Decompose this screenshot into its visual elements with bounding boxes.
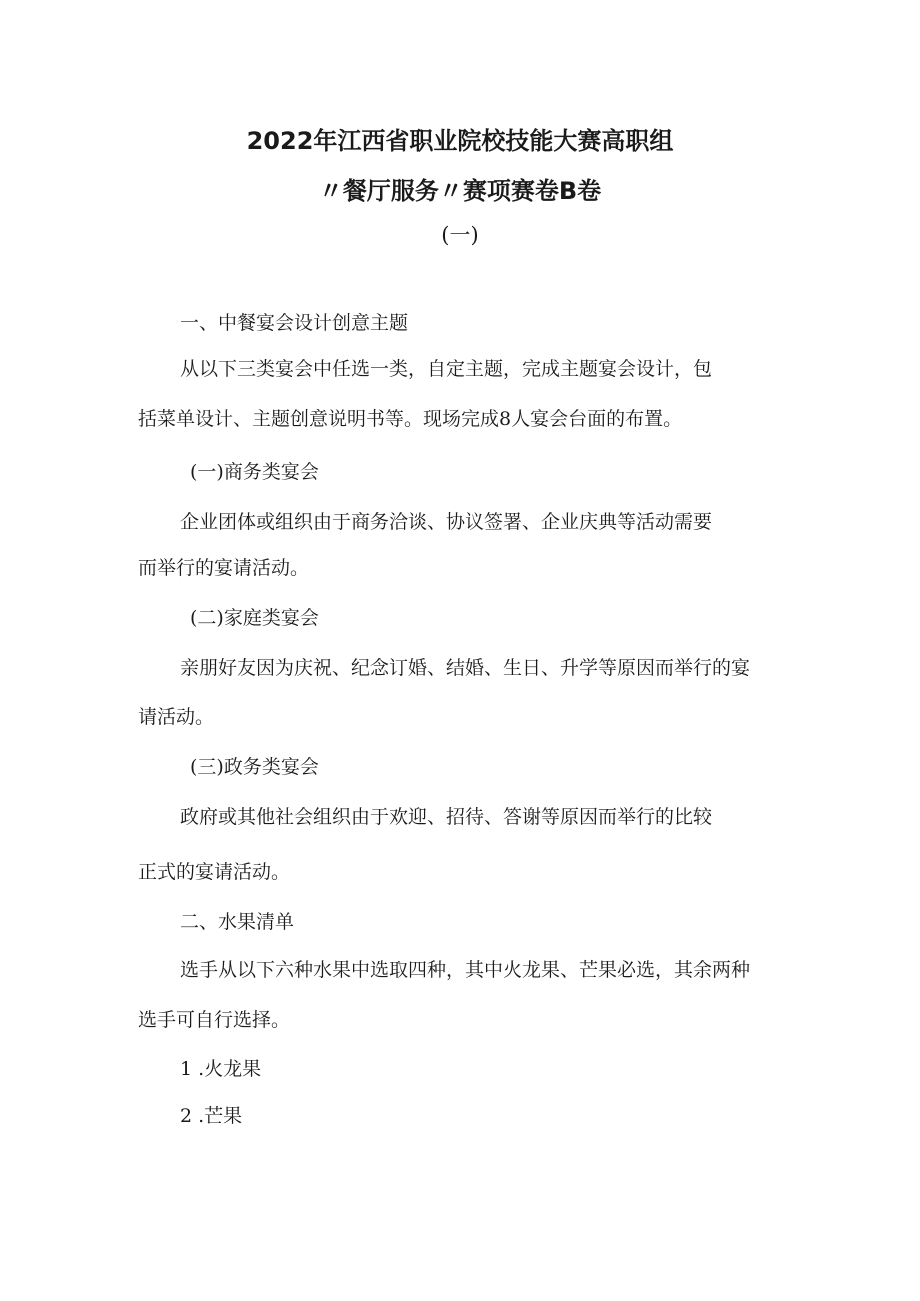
section1-intro-line1: 从以下三类宴会中任选一类，自定主题，完成主题宴会设计，包 — [180, 358, 713, 380]
category-government-desc-line2: 正式的宴请活动。 — [138, 861, 291, 883]
section1-intro-line2: 括菜单设计、主题创意说明书等。现场完成8人宴会台面的布置。 — [138, 408, 683, 430]
category-business-desc-line1: 企业团体或组织由于商务洽谈、协议签署、企业庆典等活动需要 — [180, 511, 713, 533]
document-title-line1: 2022年江西省职业院校技能大赛高职组 — [246, 127, 674, 155]
category-family-desc-line2: 请活动。 — [138, 706, 215, 728]
category-business-desc-line2: 而举行的宴请活动。 — [138, 557, 310, 579]
document-title-line2: 〃餐厅服务〃赛项赛卷B卷 — [318, 177, 602, 205]
category-government-label: (三)政务类宴会 — [190, 756, 319, 778]
category-family-desc-line1: 亲朋好友因为庆祝、纪念订婚、结婚、生日、升学等原因而举行的宴 — [180, 657, 751, 679]
section1-heading: 一、中餐宴会设计创意主题 — [180, 312, 409, 334]
category-family-label: (二)家庭类宴会 — [190, 607, 319, 629]
category-government-desc-line1: 政府或其他社会组织由于欢迎、招待、答谢等原因而举行的比较 — [180, 806, 713, 828]
section2-intro-line2: 选手可自行选择。 — [138, 1009, 291, 1031]
category-business-label: (一)商务类宴会 — [190, 461, 319, 483]
part-label: (一) — [441, 223, 479, 247]
fruit-item-dragon-fruit: 1 .火龙果 — [180, 1058, 262, 1080]
fruit-item-mango: 2 .芒果 — [180, 1105, 243, 1127]
section2-intro-line1: 选手从以下六种水果中选取四种，其中火龙果、芒果必选，其余两种 — [180, 959, 751, 981]
section2-heading: 二、水果清单 — [180, 911, 295, 933]
